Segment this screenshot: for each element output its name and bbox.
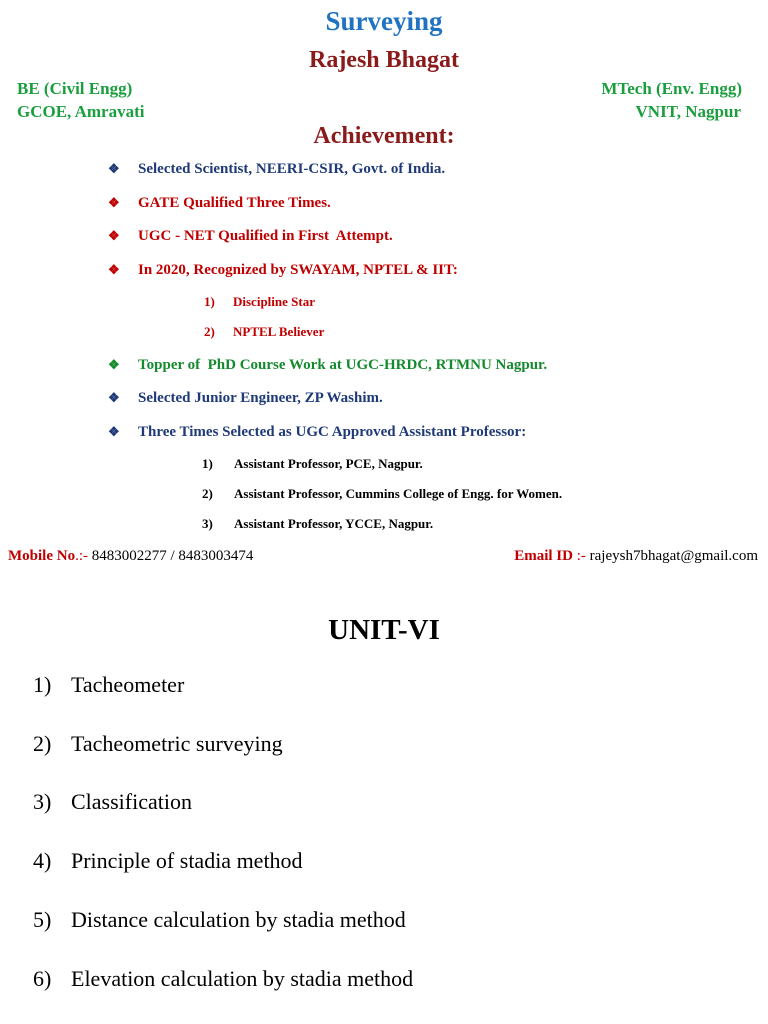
recognition-text: NPTEL Believer bbox=[233, 324, 325, 339]
qualification-degree-left: BE (Civil Engg) bbox=[17, 79, 133, 98]
topic-number: 2) bbox=[33, 731, 52, 756]
topic-item bbox=[33, 672, 184, 698]
diamond-bullet-icon: ❖ bbox=[108, 161, 120, 176]
author-name: Rajesh Bhagat bbox=[308, 47, 459, 73]
achievement-item-text: GATE Qualified Three Times. bbox=[138, 195, 331, 211]
position-text: Assistant Professor, Cummins College of Engg. for Women. bbox=[234, 486, 563, 501]
achievement-item bbox=[108, 195, 331, 212]
position-number: 3) bbox=[202, 516, 213, 531]
recognition-text: Discipline Star bbox=[233, 294, 315, 309]
achievement-item-text: Selected Scientist, NEERI-CSIR, Govt. of India. bbox=[138, 161, 446, 177]
email-address: rajeysh7bhagat@gmail.com bbox=[585, 548, 758, 564]
diamond-bullet-icon: ❖ bbox=[108, 357, 120, 372]
topic-number: 3) bbox=[33, 789, 52, 814]
position-item bbox=[202, 456, 423, 472]
qualification-college-right: VNIT, Nagpur bbox=[635, 102, 741, 121]
qualification-degree-right: MTech (Env. Engg) bbox=[601, 79, 742, 98]
topic-number: 5) bbox=[33, 907, 52, 932]
topic-item bbox=[33, 966, 413, 992]
position-text: Assistant Professor, PCE, Nagpur. bbox=[234, 456, 423, 471]
topic-number: 6) bbox=[33, 966, 52, 991]
mobile-number: 8483002277 / 8483003474 bbox=[88, 548, 254, 564]
position-number: 1) bbox=[202, 456, 213, 471]
position-text: Assistant Professor, YCCE, Nagpur. bbox=[234, 516, 434, 531]
email-contact bbox=[514, 548, 758, 565]
position-item bbox=[202, 516, 433, 532]
achievement-item bbox=[108, 262, 458, 279]
topic-text: Elevation calculation by stadia method bbox=[71, 966, 414, 991]
recognition-number: 1) bbox=[204, 294, 215, 309]
position-number: 2) bbox=[202, 486, 213, 501]
email-label: Email ID bbox=[514, 548, 573, 564]
recognition-item bbox=[204, 294, 315, 310]
topic-item bbox=[33, 848, 303, 874]
diamond-bullet-icon: ❖ bbox=[108, 262, 120, 277]
topic-item bbox=[33, 789, 192, 815]
achievement-item-text: In 2020, Recognized by SWAYAM, NPTEL & IIT: bbox=[138, 262, 458, 278]
diamond-bullet-icon: ❖ bbox=[108, 390, 120, 405]
topic-text: Principle of stadia method bbox=[71, 848, 303, 873]
document-title: Surveying bbox=[325, 6, 443, 36]
achievement-item bbox=[108, 357, 547, 374]
topic-text: Distance calculation by stadia method bbox=[71, 907, 406, 932]
topic-number: 1) bbox=[33, 672, 52, 697]
achievement-item-text: UGC - NET Qualified in First Attempt. bbox=[138, 228, 393, 244]
topic-text: Classification bbox=[71, 789, 192, 814]
mobile-label: Mobile No bbox=[8, 548, 76, 564]
achievement-item bbox=[108, 161, 445, 178]
recognition-number: 2) bbox=[204, 324, 215, 339]
recognition-item bbox=[204, 324, 324, 340]
diamond-bullet-icon: ❖ bbox=[108, 228, 120, 243]
topic-item bbox=[33, 907, 406, 933]
unit-title: UNIT-VI bbox=[328, 614, 440, 646]
achievement-item-text: Topper of PhD Course Work at UGC-HRDC, RTMNU Nagpur. bbox=[138, 357, 548, 373]
topic-text: Tacheometer bbox=[71, 672, 185, 697]
topic-item bbox=[33, 731, 283, 757]
position-item bbox=[202, 486, 562, 502]
mobile-separator: .:- bbox=[75, 548, 88, 564]
topic-number: 4) bbox=[33, 848, 52, 873]
mobile-contact bbox=[8, 548, 253, 565]
achievement-item-text: Selected Junior Engineer, ZP Washim. bbox=[138, 390, 383, 406]
email-separator: :- bbox=[572, 548, 586, 564]
achievement-item-text: Three Times Selected as UGC Approved Assistant Professor: bbox=[138, 424, 527, 440]
diamond-bullet-icon: ❖ bbox=[108, 424, 120, 439]
topic-text: Tacheometric surveying bbox=[71, 731, 283, 756]
achievement-item bbox=[108, 424, 526, 441]
achievement-heading: Achievement: bbox=[313, 123, 455, 149]
qualification-college-left: GCOE, Amravati bbox=[17, 102, 145, 121]
diamond-bullet-icon: ❖ bbox=[108, 195, 120, 210]
achievement-item bbox=[108, 228, 393, 245]
achievement-item bbox=[108, 390, 383, 407]
